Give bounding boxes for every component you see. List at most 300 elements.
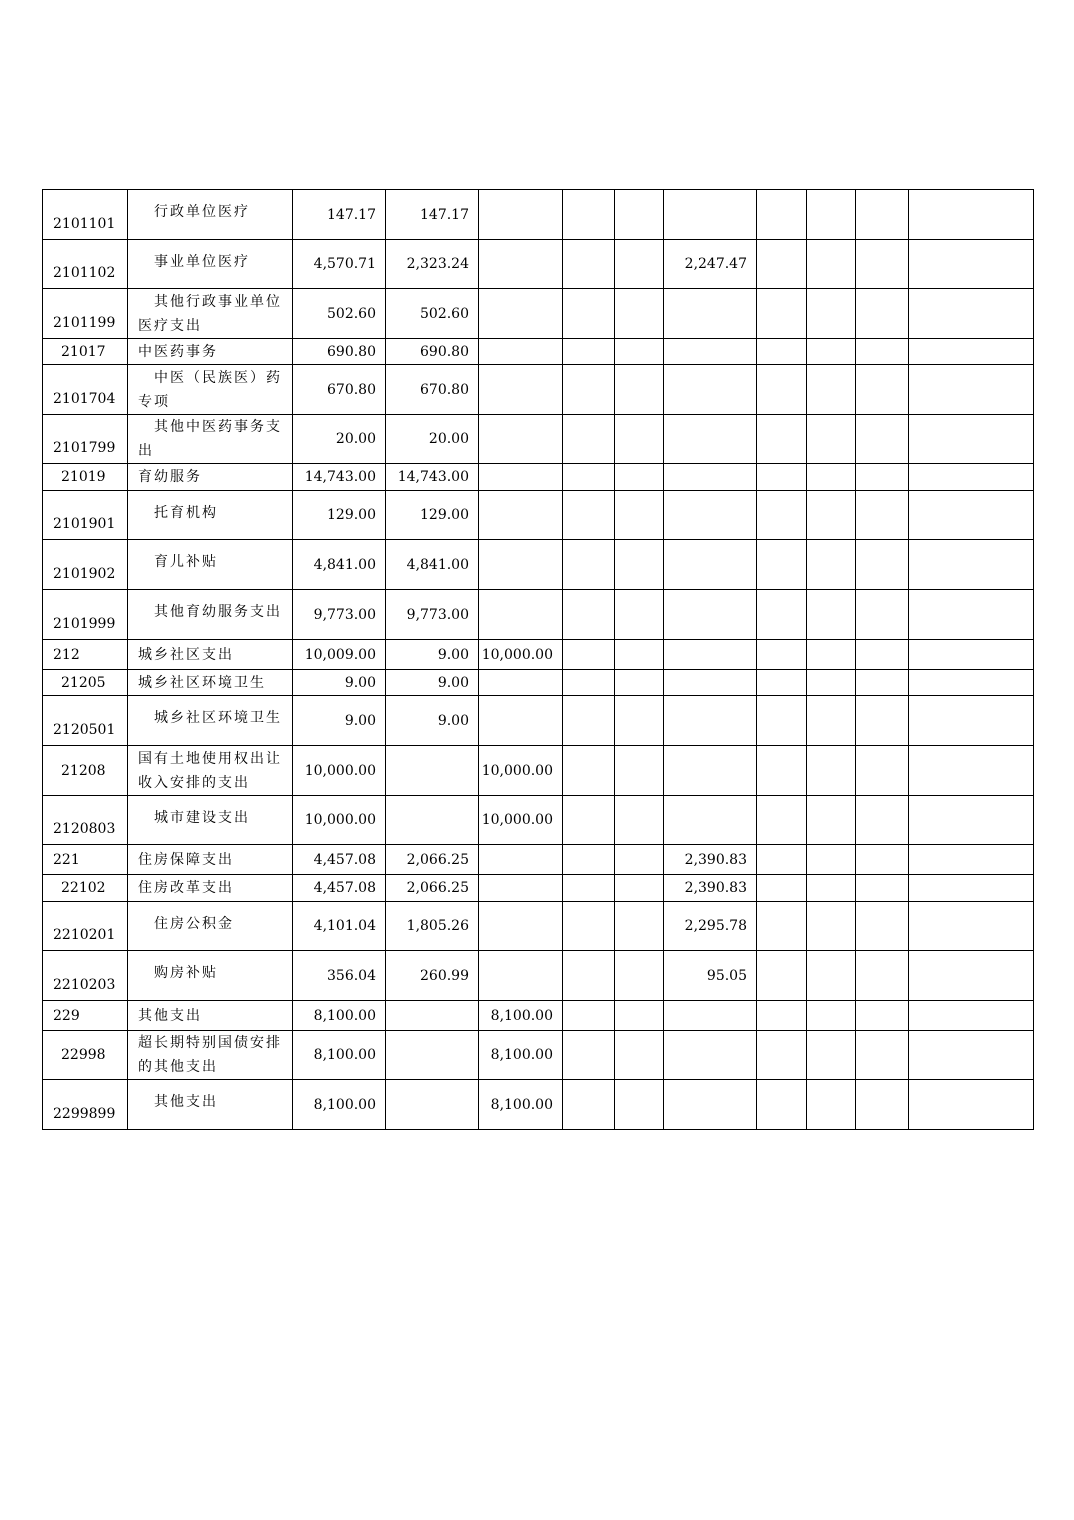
amount-cell: [757, 415, 807, 464]
subject-name: 其他育幼服务支出: [128, 590, 293, 640]
amount-cell: [909, 1031, 1034, 1080]
amount-cell: [615, 796, 664, 845]
subject-code: 229: [53, 1007, 80, 1024]
amount-cell: [664, 365, 757, 415]
amount-cell: [909, 415, 1034, 464]
amount-cell: [807, 590, 856, 640]
table-row: [43, 190, 1034, 240]
amount-cell: [479, 491, 563, 540]
amount-cell: 10,009.00: [293, 640, 386, 670]
amount-cell: [664, 746, 757, 796]
amount-cell: [386, 1080, 479, 1130]
amount-cell: [807, 339, 856, 365]
amount-cell: 9.00: [386, 670, 479, 696]
amount-cell: [909, 845, 1034, 875]
amount-cell: [615, 951, 664, 1001]
amount-cell: [807, 746, 856, 796]
subject-code: 22998: [61, 1047, 106, 1063]
amount-cell: 502.60: [293, 289, 386, 339]
amount-cell: [807, 875, 856, 902]
amount-cell: [856, 640, 909, 670]
amount-cell: 129.00: [293, 491, 386, 540]
amount-cell: [757, 640, 807, 670]
amount-cell: [563, 640, 615, 670]
amount-cell: 9,773.00: [386, 590, 479, 640]
amount-cell: [856, 796, 909, 845]
amount-cell: [757, 289, 807, 339]
amount-cell: 690.80: [386, 339, 479, 365]
amount-cell: [615, 902, 664, 951]
subject-code: 2101102: [53, 265, 116, 281]
subject-code-cell: [43, 590, 128, 640]
subject-code: 212: [53, 646, 80, 663]
subject-name: 托育机构: [128, 491, 293, 540]
amount-cell: 9.00: [293, 696, 386, 746]
amount-cell: [909, 640, 1034, 670]
amount-cell: 670.80: [386, 365, 479, 415]
subject-code-cell: [43, 875, 128, 902]
amount-cell: [664, 415, 757, 464]
amount-cell: [563, 464, 615, 491]
amount-cell: [479, 696, 563, 746]
amount-cell: [615, 670, 664, 696]
subject-code: 21208: [61, 762, 106, 779]
subject-name: 城乡社区环境卫生: [128, 670, 293, 696]
amount-cell: [807, 670, 856, 696]
amount-cell: [807, 540, 856, 590]
amount-cell: [563, 240, 615, 289]
amount-cell: 356.04: [293, 951, 386, 1001]
amount-cell: [479, 190, 563, 240]
budget-table: [42, 189, 1034, 1130]
subject-name: 城市建设支出: [128, 796, 293, 845]
subject-code-cell: [43, 1080, 128, 1130]
amount-cell: [856, 540, 909, 590]
amount-cell: [664, 464, 757, 491]
amount-cell: [909, 875, 1034, 902]
amount-cell: [563, 746, 615, 796]
amount-cell: [664, 339, 757, 365]
amount-cell: [757, 464, 807, 491]
amount-cell: 14,743.00: [386, 464, 479, 491]
amount-cell: 4,841.00: [386, 540, 479, 590]
subject-name: 育儿补贴: [128, 540, 293, 590]
amount-cell: 10,000.00: [479, 796, 563, 845]
amount-cell: [757, 190, 807, 240]
amount-cell: [615, 1031, 664, 1080]
table-row: [43, 796, 1034, 845]
subject-name: 城乡社区支出: [128, 640, 293, 670]
amount-cell: 10,000.00: [479, 640, 563, 670]
amount-cell: [386, 1031, 479, 1080]
table-row: [43, 540, 1034, 590]
table-row: [43, 491, 1034, 540]
amount-cell: 95.05: [664, 951, 757, 1001]
subject-name: 育幼服务: [128, 464, 293, 491]
amount-cell: [856, 845, 909, 875]
amount-cell: 2,390.83: [664, 845, 757, 875]
amount-cell: [757, 339, 807, 365]
amount-cell: [563, 540, 615, 590]
amount-cell: [479, 590, 563, 640]
amount-cell: 2,066.25: [386, 845, 479, 875]
amount-cell: [909, 746, 1034, 796]
amount-cell: [615, 1080, 664, 1130]
subject-name: 其他行政事业单位医疗支出: [128, 289, 293, 339]
amount-cell: [856, 696, 909, 746]
subject-name: 中医药事务: [128, 339, 293, 365]
amount-cell: [615, 365, 664, 415]
amount-cell: [615, 415, 664, 464]
amount-cell: 502.60: [386, 289, 479, 339]
amount-cell: [807, 289, 856, 339]
amount-cell: 690.80: [293, 339, 386, 365]
amount-cell: [664, 540, 757, 590]
amount-cell: [664, 696, 757, 746]
subject-name: 事业单位医疗: [128, 240, 293, 289]
subject-name: 中医（民族医）药专项: [128, 365, 293, 415]
subject-code-cell: [43, 491, 128, 540]
subject-code-cell: [43, 670, 128, 696]
subject-code-cell: [43, 540, 128, 590]
amount-cell: [909, 696, 1034, 746]
subject-code: 21019: [61, 469, 106, 485]
amount-cell: 9.00: [386, 696, 479, 746]
amount-cell: [563, 190, 615, 240]
amount-cell: [807, 902, 856, 951]
amount-cell: [563, 1031, 615, 1080]
amount-cell: 147.17: [293, 190, 386, 240]
amount-cell: [909, 1001, 1034, 1031]
table-row: [43, 902, 1034, 951]
amount-cell: [664, 640, 757, 670]
amount-cell: 4,101.04: [293, 902, 386, 951]
amount-cell: [909, 464, 1034, 491]
amount-cell: [563, 289, 615, 339]
amount-cell: [757, 746, 807, 796]
subject-code-cell: [43, 464, 128, 491]
amount-cell: [615, 339, 664, 365]
amount-cell: [757, 590, 807, 640]
amount-cell: [563, 696, 615, 746]
subject-name: 购房补贴: [128, 951, 293, 1001]
amount-cell: [807, 951, 856, 1001]
table-row: [43, 365, 1034, 415]
amount-cell: 8,100.00: [479, 1080, 563, 1130]
amount-cell: [757, 796, 807, 845]
amount-cell: [909, 540, 1034, 590]
amount-cell: [856, 590, 909, 640]
amount-cell: [856, 415, 909, 464]
amount-cell: [807, 796, 856, 845]
amount-cell: [479, 875, 563, 902]
amount-cell: [615, 491, 664, 540]
amount-cell: 4,570.71: [293, 240, 386, 289]
amount-cell: [757, 1031, 807, 1080]
subject-name: 住房公积金: [128, 902, 293, 951]
amount-cell: [807, 190, 856, 240]
amount-cell: [563, 875, 615, 902]
amount-cell: 2,295.78: [664, 902, 757, 951]
amount-cell: 4,457.08: [293, 845, 386, 875]
amount-cell: [563, 365, 615, 415]
amount-cell: [757, 902, 807, 951]
amount-cell: [479, 339, 563, 365]
amount-cell: [807, 464, 856, 491]
amount-cell: 4,457.08: [293, 875, 386, 902]
amount-cell: 9.00: [386, 640, 479, 670]
amount-cell: [909, 796, 1034, 845]
amount-cell: [807, 365, 856, 415]
amount-cell: 10,000.00: [293, 796, 386, 845]
subject-name: 国有土地使用权出让收入安排的支出: [128, 746, 293, 796]
amount-cell: [664, 1031, 757, 1080]
subject-name: 其他中医药事务支出: [128, 415, 293, 464]
subject-code: 21205: [61, 674, 106, 691]
amount-cell: [563, 951, 615, 1001]
amount-cell: [856, 1001, 909, 1031]
table-row: [43, 339, 1034, 365]
amount-cell: 4,841.00: [293, 540, 386, 590]
amount-cell: 2,066.25: [386, 875, 479, 902]
amount-cell: [479, 902, 563, 951]
amount-cell: [615, 190, 664, 240]
amount-cell: [856, 875, 909, 902]
amount-cell: 2,323.24: [386, 240, 479, 289]
subject-code: 2210203: [53, 977, 116, 993]
amount-cell: [479, 845, 563, 875]
subject-code: 2120803: [53, 821, 116, 837]
amount-cell: [479, 464, 563, 491]
amount-cell: [909, 1080, 1034, 1130]
subject-code: 2101101: [53, 216, 116, 232]
table-row: [43, 845, 1034, 875]
amount-cell: [909, 240, 1034, 289]
subject-code-cell: [43, 240, 128, 289]
amount-cell: 129.00: [386, 491, 479, 540]
amount-cell: 9,773.00: [293, 590, 386, 640]
amount-cell: [909, 902, 1034, 951]
amount-cell: [615, 289, 664, 339]
amount-cell: 2,247.47: [664, 240, 757, 289]
amount-cell: [909, 670, 1034, 696]
amount-cell: [563, 1001, 615, 1031]
amount-cell: [856, 190, 909, 240]
subject-code: 2101999: [53, 616, 116, 632]
amount-cell: 10,000.00: [479, 746, 563, 796]
subject-code: 2101901: [53, 516, 116, 532]
amount-cell: [909, 289, 1034, 339]
amount-cell: [563, 339, 615, 365]
amount-cell: [757, 845, 807, 875]
amount-cell: [856, 1031, 909, 1080]
amount-cell: [664, 289, 757, 339]
amount-cell: 8,100.00: [293, 1080, 386, 1130]
amount-cell: 20.00: [386, 415, 479, 464]
amount-cell: [664, 670, 757, 696]
amount-cell: [479, 415, 563, 464]
table-row: [43, 696, 1034, 746]
subject-name: 行政单位医疗: [128, 190, 293, 240]
table-row: [43, 240, 1034, 289]
amount-cell: [807, 240, 856, 289]
amount-cell: [479, 540, 563, 590]
amount-cell: 10,000.00: [293, 746, 386, 796]
amount-cell: [563, 491, 615, 540]
subject-code-cell: [43, 696, 128, 746]
amount-cell: [479, 365, 563, 415]
amount-cell: [757, 1080, 807, 1130]
subject-code-cell: [43, 289, 128, 339]
subject-code-cell: [43, 1031, 128, 1080]
amount-cell: [909, 365, 1034, 415]
subject-code-cell: [43, 951, 128, 1001]
subject-code-cell: [43, 365, 128, 415]
amount-cell: [615, 240, 664, 289]
amount-cell: [664, 491, 757, 540]
amount-cell: [909, 339, 1034, 365]
subject-code: 22102: [61, 880, 106, 896]
amount-cell: [615, 590, 664, 640]
amount-cell: [807, 845, 856, 875]
subject-code: 2101799: [53, 440, 116, 456]
amount-cell: [807, 1080, 856, 1130]
amount-cell: [856, 365, 909, 415]
amount-cell: [615, 540, 664, 590]
amount-cell: [856, 289, 909, 339]
amount-cell: [664, 190, 757, 240]
amount-cell: [807, 491, 856, 540]
amount-cell: [856, 670, 909, 696]
amount-cell: [664, 1001, 757, 1031]
table-row: [43, 640, 1034, 670]
amount-cell: [856, 951, 909, 1001]
amount-cell: [856, 339, 909, 365]
table-row: [43, 746, 1034, 796]
amount-cell: [807, 640, 856, 670]
amount-cell: 2,390.83: [664, 875, 757, 902]
table-row: [43, 464, 1034, 491]
amount-cell: [563, 1080, 615, 1130]
table-row: [43, 415, 1034, 464]
amount-cell: [664, 796, 757, 845]
table-row: [43, 1001, 1034, 1031]
amount-cell: 260.99: [386, 951, 479, 1001]
subject-name: 住房改革支出: [128, 875, 293, 902]
amount-cell: [615, 845, 664, 875]
amount-cell: 670.80: [293, 365, 386, 415]
subject-code-cell: [43, 1001, 128, 1031]
subject-code-cell: [43, 190, 128, 240]
amount-cell: 8,100.00: [293, 1001, 386, 1031]
subject-code-cell: [43, 902, 128, 951]
table-row: [43, 1031, 1034, 1080]
amount-cell: [615, 464, 664, 491]
amount-cell: [479, 240, 563, 289]
subject-code: 221: [53, 851, 80, 868]
amount-cell: [856, 464, 909, 491]
amount-cell: [615, 640, 664, 670]
subject-code: 2299899: [53, 1106, 116, 1122]
amount-cell: [386, 1001, 479, 1031]
amount-cell: [757, 240, 807, 289]
amount-cell: [909, 190, 1034, 240]
amount-cell: [386, 796, 479, 845]
amount-cell: [909, 590, 1034, 640]
amount-cell: [664, 590, 757, 640]
amount-cell: [563, 415, 615, 464]
amount-cell: [856, 1080, 909, 1130]
amount-cell: [856, 491, 909, 540]
amount-cell: [479, 951, 563, 1001]
amount-cell: [807, 415, 856, 464]
amount-cell: [563, 670, 615, 696]
subject-name: 住房保障支出: [128, 845, 293, 875]
table-row: [43, 1080, 1034, 1130]
amount-cell: [757, 696, 807, 746]
amount-cell: [615, 746, 664, 796]
amount-cell: [757, 365, 807, 415]
amount-cell: [563, 590, 615, 640]
amount-cell: [757, 875, 807, 902]
amount-cell: 20.00: [293, 415, 386, 464]
amount-cell: [757, 540, 807, 590]
amount-cell: [807, 1031, 856, 1080]
amount-cell: [757, 1001, 807, 1031]
amount-cell: [563, 902, 615, 951]
table-row: [43, 951, 1034, 1001]
subject-name: 城乡社区环境卫生: [128, 696, 293, 746]
subject-code-cell: [43, 845, 128, 875]
table-row: [43, 289, 1034, 339]
subject-code: 21017: [61, 343, 106, 360]
amount-cell: [856, 240, 909, 289]
amount-cell: [479, 670, 563, 696]
subject-code-cell: [43, 339, 128, 365]
amount-cell: [563, 796, 615, 845]
table-row: [43, 670, 1034, 696]
subject-code: 2120501: [53, 722, 116, 738]
amount-cell: [807, 696, 856, 746]
amount-cell: [757, 951, 807, 1001]
subject-code: 2210201: [53, 927, 116, 943]
subject-code-cell: [43, 415, 128, 464]
amount-cell: [807, 1001, 856, 1031]
subject-code-cell: [43, 746, 128, 796]
amount-cell: [909, 951, 1034, 1001]
amount-cell: 8,100.00: [479, 1031, 563, 1080]
subject-name: 其他支出: [128, 1080, 293, 1130]
subject-name: 超长期特别国债安排的其他支出: [128, 1031, 293, 1080]
subject-code: 2101902: [53, 566, 116, 582]
subject-name: 其他支出: [128, 1001, 293, 1031]
amount-cell: 147.17: [386, 190, 479, 240]
subject-code-cell: [43, 796, 128, 845]
amount-cell: [615, 1001, 664, 1031]
amount-cell: [479, 289, 563, 339]
amount-cell: [664, 1080, 757, 1130]
amount-cell: [757, 670, 807, 696]
amount-cell: 14,743.00: [293, 464, 386, 491]
subject-code: 2101704: [53, 391, 116, 407]
amount-cell: [563, 845, 615, 875]
amount-cell: [856, 746, 909, 796]
amount-cell: 8,100.00: [293, 1031, 386, 1080]
subject-code-cell: [43, 640, 128, 670]
amount-cell: 1,805.26: [386, 902, 479, 951]
subject-code: 2101199: [53, 315, 116, 331]
amount-cell: 8,100.00: [479, 1001, 563, 1031]
